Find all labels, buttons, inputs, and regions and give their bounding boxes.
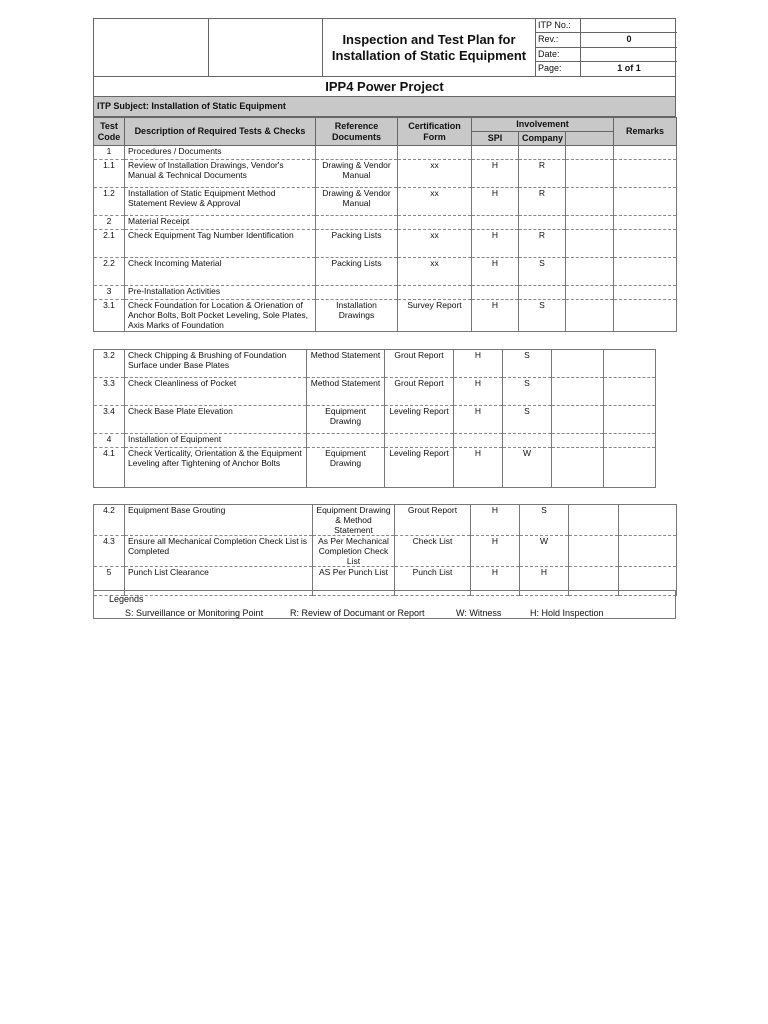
- itp-table-part-2: [93, 349, 656, 488]
- description-cell: Pre-Installation Activities: [125, 286, 316, 300]
- description-cell: Check Cleanliness of Pocket: [125, 378, 307, 406]
- test-code-cell: 3.2: [94, 350, 125, 378]
- description-cell: Check Base Plate Elevation: [125, 406, 307, 434]
- meta-label: ITP No.:: [536, 19, 581, 32]
- document-header: [93, 18, 676, 77]
- certification-cell: [398, 286, 472, 300]
- spi-cell: H: [471, 505, 520, 536]
- description-cell: Check Verticality, Orientation & the Equipment Leveling after Tightening of Anchor Bolts: [125, 448, 307, 488]
- reference-cell: [316, 286, 398, 300]
- table-row: [94, 188, 677, 216]
- table-row: [94, 230, 677, 258]
- title-line-2: Installation of Static Equipment: [331, 48, 527, 63]
- remarks-cell: [614, 160, 677, 188]
- meta-label: Page:: [536, 62, 581, 76]
- col-description: Description of Required Tests & Checks: [125, 118, 316, 146]
- table-row: [94, 434, 656, 448]
- table-row: [94, 378, 656, 406]
- legend-item-r: R: Review of Documant or Report: [290, 608, 425, 618]
- itp-table-part-1: [93, 117, 677, 332]
- remarks-cell: [604, 434, 656, 448]
- extra-cell: [552, 350, 604, 378]
- meta-value: [581, 19, 677, 32]
- project-title: IPP4 Power Project: [93, 77, 676, 97]
- extra-cell: [566, 300, 614, 332]
- certification-cell: [398, 146, 472, 160]
- description-cell: Material Receipt: [125, 216, 316, 230]
- legend-item-s: S: Surveillance or Monitoring Point: [125, 608, 264, 618]
- spi-cell: H: [454, 350, 503, 378]
- company-cell: [519, 286, 566, 300]
- remarks-cell: [614, 230, 677, 258]
- description-cell: Review of Installation Drawings, Vendor's Manual & Technical Documents: [125, 160, 316, 188]
- table-row: [94, 258, 677, 286]
- description-cell: Check Chipping & Brushing of Foundation Surface under Base Plates: [125, 350, 307, 378]
- extra-cell: [566, 230, 614, 258]
- meta-value: 1 of 1: [617, 62, 641, 73]
- col-test-code: Test Code: [94, 118, 125, 146]
- meta-label: Rev.:: [536, 33, 581, 46]
- extra-cell: [566, 188, 614, 216]
- meta-row-page: [536, 62, 677, 76]
- reference-cell: Packing Lists: [316, 258, 398, 286]
- document-meta: [535, 19, 677, 76]
- table-row: [94, 160, 677, 188]
- spi-cell: [472, 286, 519, 300]
- certification-cell: xx: [398, 230, 472, 258]
- legend-title: Legends: [109, 594, 144, 604]
- spi-cell: H: [472, 188, 519, 216]
- test-code-cell: 4.3: [94, 536, 125, 567]
- col-spi: SPI: [472, 132, 519, 146]
- spi-cell: H: [471, 567, 520, 596]
- company-cell: W: [520, 536, 569, 567]
- remarks-cell: [614, 216, 677, 230]
- spi-cell: [454, 434, 503, 448]
- extra-cell: [566, 216, 614, 230]
- remarks-cell: [614, 300, 677, 332]
- description-cell: Procedures / Documents: [125, 146, 316, 160]
- test-code-cell: 4: [94, 434, 125, 448]
- company-cell: [519, 146, 566, 160]
- reference-cell: As Per Mechanical Completion Check List: [313, 536, 395, 567]
- extra-cell: [566, 286, 614, 300]
- table-row: [94, 448, 656, 488]
- reference-cell: [307, 434, 385, 448]
- meta-value: 0: [626, 34, 632, 45]
- test-code-cell: 5: [94, 567, 125, 596]
- reference-cell: Equipment Drawing: [307, 448, 385, 488]
- remarks-cell: [619, 505, 677, 536]
- spi-cell: H: [454, 406, 503, 434]
- table-row: [94, 300, 677, 332]
- extra-cell: [552, 434, 604, 448]
- spi-cell: H: [471, 536, 520, 567]
- extra-cell: [552, 406, 604, 434]
- test-code-cell: 2.1: [94, 230, 125, 258]
- test-code-cell: 3.3: [94, 378, 125, 406]
- spi-cell: H: [454, 378, 503, 406]
- title-line-1: Inspection and Test Plan for: [342, 32, 516, 47]
- test-code-cell: 4.2: [94, 505, 125, 536]
- company-cell: S: [519, 258, 566, 286]
- reference-cell: Equipment Drawing & Method Statement: [313, 505, 395, 536]
- certification-cell: Leveling Report: [385, 406, 454, 434]
- reference-cell: AS Per Punch List: [313, 567, 395, 596]
- company-cell: R: [519, 160, 566, 188]
- table-row: [94, 536, 677, 567]
- reference-cell: Method Statement: [307, 350, 385, 378]
- remarks-cell: [614, 258, 677, 286]
- extra-cell: [552, 448, 604, 488]
- company-cell: S: [503, 406, 552, 434]
- test-code-cell: 3.1: [94, 300, 125, 332]
- certification-cell: xx: [398, 258, 472, 286]
- certification-cell: Leveling Report: [385, 448, 454, 488]
- logo-placeholder-right: [208, 19, 323, 76]
- company-cell: [503, 434, 552, 448]
- description-cell: Ensure all Mechanical Completion Check List is Completed: [125, 536, 313, 567]
- company-cell: R: [519, 230, 566, 258]
- remarks-cell: [604, 448, 656, 488]
- remarks-cell: [604, 378, 656, 406]
- company-cell: S: [503, 350, 552, 378]
- extra-cell: [566, 258, 614, 286]
- legend-item-w: W: Witness: [456, 608, 502, 618]
- meta-row-itp-no: [536, 19, 677, 33]
- certification-cell: Survey Report: [398, 300, 472, 332]
- test-code-cell: 2.2: [94, 258, 125, 286]
- test-code-cell: 2: [94, 216, 125, 230]
- description-cell: Installation of Static Equipment Method Statement Review & Approval: [125, 188, 316, 216]
- spi-cell: H: [472, 160, 519, 188]
- spi-cell: H: [472, 230, 519, 258]
- col-company: Company: [519, 132, 566, 146]
- table-row: [94, 406, 656, 434]
- table-row: [94, 505, 677, 536]
- itp-subject: ITP Subject: Installation of Static Equipment: [93, 97, 676, 117]
- reference-cell: Drawing & Vendor Manual: [316, 188, 398, 216]
- certification-cell: Grout Report: [385, 378, 454, 406]
- extra-cell: [566, 160, 614, 188]
- certification-cell: xx: [398, 160, 472, 188]
- meta-value: [581, 48, 677, 61]
- company-cell: S: [503, 378, 552, 406]
- meta-label: Date:: [536, 48, 581, 61]
- description-cell: Check Equipment Tag Number Identification: [125, 230, 316, 258]
- extra-cell: [569, 536, 619, 567]
- company-cell: W: [503, 448, 552, 488]
- reference-cell: Equipment Drawing: [307, 406, 385, 434]
- certification-cell: [398, 216, 472, 230]
- reference-cell: Drawing & Vendor Manual: [316, 160, 398, 188]
- meta-row-date: [536, 48, 677, 62]
- reference-cell: Installation Drawings: [316, 300, 398, 332]
- test-code-cell: 3: [94, 286, 125, 300]
- description-cell: Check Foundation for Location & Orienation of Anchor Bolts, Bolt Pocket Leveling, Sole Plates, Axis Marks of Foundation: [125, 300, 316, 332]
- remarks-cell: [614, 146, 677, 160]
- spi-cell: [472, 216, 519, 230]
- table-row: [94, 350, 656, 378]
- remarks-cell: [604, 406, 656, 434]
- test-code-cell: 1: [94, 146, 125, 160]
- reference-cell: [316, 146, 398, 160]
- company-cell: [519, 216, 566, 230]
- spi-cell: H: [472, 300, 519, 332]
- col-reference: Reference Documents: [316, 118, 398, 146]
- meta-row-rev: [536, 33, 677, 47]
- description-cell: Punch List Clearance: [125, 567, 313, 596]
- certification-cell: Grout Report: [385, 350, 454, 378]
- table-row: [94, 146, 677, 160]
- test-code-cell: 1.1: [94, 160, 125, 188]
- test-code-cell: 1.2: [94, 188, 125, 216]
- col-involvement-blank: [566, 132, 614, 146]
- description-cell: Installation of Equipment: [125, 434, 307, 448]
- extra-cell: [569, 505, 619, 536]
- col-certification: Certification Form: [398, 118, 472, 146]
- reference-cell: Packing Lists: [316, 230, 398, 258]
- document-title: [324, 32, 534, 64]
- reference-cell: Method Statement: [307, 378, 385, 406]
- company-cell: H: [520, 567, 569, 596]
- table-row: [94, 216, 677, 230]
- certification-cell: xx: [398, 188, 472, 216]
- test-code-cell: 3.4: [94, 406, 125, 434]
- certification-cell: Punch List: [395, 567, 471, 596]
- table-row: [94, 286, 677, 300]
- company-cell: R: [519, 188, 566, 216]
- remarks-cell: [614, 188, 677, 216]
- certification-cell: Grout Report: [395, 505, 471, 536]
- extra-cell: [566, 146, 614, 160]
- col-remarks: Remarks: [614, 118, 677, 146]
- certification-cell: [385, 434, 454, 448]
- col-involvement: Involvement: [472, 118, 614, 132]
- description-cell: Equipment Base Grouting: [125, 505, 313, 536]
- certification-cell: Check List: [395, 536, 471, 567]
- spi-cell: H: [454, 448, 503, 488]
- remarks-cell: [619, 536, 677, 567]
- reference-cell: [316, 216, 398, 230]
- company-cell: S: [520, 505, 569, 536]
- logo-placeholder-left: [94, 19, 209, 76]
- legend: [93, 590, 676, 619]
- company-cell: S: [519, 300, 566, 332]
- extra-cell: [552, 378, 604, 406]
- spi-cell: H: [472, 258, 519, 286]
- test-code-cell: 4.1: [94, 448, 125, 488]
- description-cell: Check Incoming Material: [125, 258, 316, 286]
- remarks-cell: [614, 286, 677, 300]
- remarks-cell: [604, 350, 656, 378]
- spi-cell: [472, 146, 519, 160]
- legend-item-h: H: Hold Inspection: [530, 608, 604, 618]
- itp-table-part-3: [93, 504, 677, 596]
